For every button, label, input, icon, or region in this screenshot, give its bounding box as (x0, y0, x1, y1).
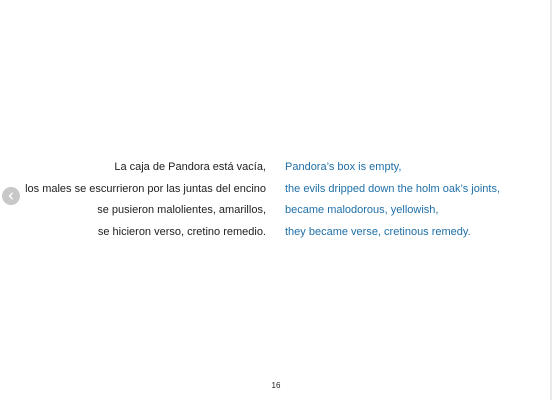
poem-spanish-line: La caja de Pandora está vacía, (114, 161, 266, 173)
poem-english (285, 157, 500, 243)
poem-english-line: became malodorous, yellowish, (285, 204, 439, 216)
poem-english-line: the evils dripped down the holm oak’s joints, (285, 182, 501, 195)
poem-spanish-line: se pusieron malolientes, amarillos, (97, 204, 266, 216)
page-number: 16 (271, 381, 281, 390)
chevron-left-icon (7, 192, 15, 200)
poem-english-line: they became verse, cretinous remedy. (285, 225, 471, 238)
poem-english-line: Pandora’s box is empty, (285, 161, 402, 173)
poem-spanish-line: los males se escurrieron por las juntas del encino (25, 182, 266, 195)
previous-page-button[interactable] (2, 187, 20, 205)
poem-spanish (25, 157, 266, 243)
poem-spanish-line: se hicieron verso, cretino remedio. (97, 225, 266, 238)
